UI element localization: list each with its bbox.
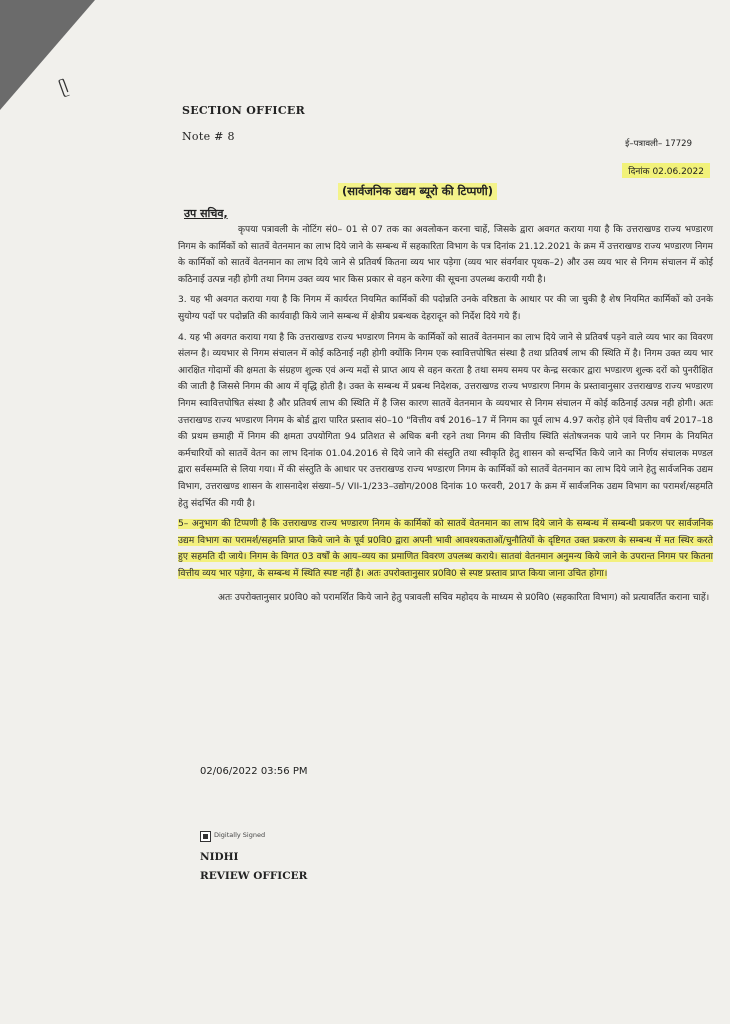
paragraph-5-highlight: 5– अनुभाग की टिप्पणी है कि उत्तराखण्ड राज्य भण्डारण निगम के कार्मिकों को सातवें वेतनमान का लाभ दिये जाने के सम्बन्ध में सम्बन्धी प्रकरण पर सार्वजनिक उद्यम विभाग का परामर्श/सहमति प्राप्त किये जाने के पूर्व प्र0वि0 द्वारा अपनी भावी आवश्यकताओं/चुनौतियों के दृष्टिगत उक्त प्रकरण के सम्बन्ध में मत स्थिर करते हुए सहमति दी जाये। निगम के विगत 03 वर्षों के आय–व्यय का प्रमाणित विवरण उपलब्ध कराये। सातवां वेतनमान अनुमन्य किये जाने के उपरान्त निगम पर कितना वित्तीय व्यय भार पड़ेगा, के सम्बन्ध में स्थिति स्पष्ट नहीं है। अतः उपरोक्तानुसार प्र0वि0 से स्पष्ट प्रस्ताव प्राप्त किया जाना उचित होगा। (178, 519, 713, 579)
signatory-name: NIDHI (200, 851, 239, 863)
note-number: Note # 8 (182, 130, 235, 143)
e-file-number: ई–पत्रावली– 17729 (625, 139, 692, 149)
paragraph-4: 4. यह भी अवगत कराया गया है कि उत्तराखण्ड राज्य भण्डारण निगम के कार्मिकों को सातवें वेतनमान का लाभ दिये जाने से प्रतिवर्ष पड़ने वाले व्यय भार का विवरण संलग्न है। व्ययभार से निगम संचालन में कोई कठिनाई नही होगी क्योंकि निगम एक स्वावित्तपोषित संस्था है तथा प्रतिवर्ष लाभ की स्थिति में है। निगम उक्त व्यय भार आरक्षित गोदामों की क्षमता के संग्रहण शुल्क एवं अन्य मदों से प्राप्त आय से वहन करता है तथा समय समय पर केन्द्र सरकार द्वारा भण्डारण शुल्क दरों को पुनरीक्षित की जाती है जिससे निगम की आय में वृद्धि होती है। उक्त के सम्बन्ध में प्रबन्ध निदेशक, उत्तराखण्ड राज्य भण्डारण निगम के प्रस्तावानुसार उत्तराखण्ड राज्य भण्डारण निगम स्वावित्तपोषित संस्था है और प्रतिवर्ष लाभ की स्थिति में है जिस कारण सातवें वेतनमान के व्ययभार से निगम संचालन में कोई कठिनाई उत्पन्न नही होगी। अतः उत्तराखण्ड राज्य भण्डारण निगम के बोर्ड द्वारा पारित प्रस्ताव सं0–10 "वित्तीय वर्ष 2016–17 में निगम का पूर्व लाभ 4.97 करोड़ होने एवं वित्तीय वर्ष 2017–18 की प्रथम छमाही में निगम की क्षमता उपयोगिता 94 प्रतिशत से अधिक बनी रहने तथा निगम की वित्तीय स्थिति संतोषजनक पाये जाने पर निगम के नियमित कर्मचारियों को सातवें वेतन का लाभ दिनांक 01.04.2016 से दिये जाने की संस्तुति तथा स्वीकृति हेतु शासन को सन्दर्भित किये जाने का निर्णय संचालक मण्डल द्वारा सर्वसम्मति से लिया गया। में की संस्तुति के आधार पर उत्तराखण्ड राज्य भण्डारण निगम के कार्मिकों को सातवें वेतनमान का लाभ दिये जाने हेतु सार्वजनिक उद्यम विभाग, उत्तराखण्ड शासन के शासनादेश संख्या–5/ VII-1/233–उद्योग/2008 दिनांक 10 फरवरी, 2017 के क्रम में सार्वजनिक उद्यम विभाग का परामर्श/सहमति हेतु संदर्भित की गयी है। (178, 332, 713, 509)
signatory-designation: REVIEW OFFICER (200, 870, 308, 882)
paragraph-1: कृपया पत्रावली के नोटिंग सं0– 01 से 07 तक का अवलोकन करना चाहें, जिसके द्वारा अवगत कराया गया है कि उत्तराखण्ड राज्य भण्डारण निगम के कार्मिकों को सातवें वेतनमान का लाभ दिये जाने के सम्बन्ध में सहकारिता विभाग के पत्र दिनांक 21.12.2021 के क्रम में उत्तराखण्ड राज्य भण्डारण निगम के कार्मिकों को सातवें वेतनमान का लाभ दिये जाने से प्रतिवर्ष कितना व्यय भार पड़ेगा (व्यय भार संवर्गवार पृथक–2) और उस व्यय भार से निगम संचालन में कोई कठिनाई उत्पन्न नही होगी तथा निगम उक्त व्यय भार किस प्रकार से वहन करेगा की सूचना उपलब्ध करायी गयी है। (178, 225, 713, 285)
addressee: उप सचिव, (184, 207, 228, 220)
paragraph-3: 3. यह भी अवगत कराया गया है कि निगम में कार्यरत नियमित कार्मिकों की पदोन्नति उनके वरिष्ठता के आधार पर की जा चुकी है शेष नियमित कार्मिकों को उनके सुयोग्य पदों पर पदोन्नति की कार्यवाही किये जाने सम्बन्ध में क्षेत्रीय प्रबन्धक देहरादून को निर्देश दिये गये हैं। (178, 295, 713, 322)
digital-signature-icon (200, 831, 211, 842)
document-title: (सार्वजनिक उद्यम ब्यूरो की टिप्पणी) (338, 183, 497, 200)
pen-mark: ᥫ (56, 77, 71, 98)
note-date: दिनांक 02.06.2022 (622, 163, 710, 178)
note-body (178, 210, 713, 611)
paragraph-5 (178, 516, 713, 582)
signature-timestamp: 02/06/2022 03:56 PM (200, 766, 308, 777)
paragraph-6: अतः उपरोक्तानुसार प्र0वि0 को परामर्शित किये जाने हेतु पत्रावली सचिव महोदय के माध्यम से प्र0वि0 (सहकारिता विभाग) को प्रत्यावर्तित कराना चाहें। (218, 593, 710, 604)
folded-corner (0, 0, 95, 110)
digital-signature-label: Digitally Signed (214, 831, 266, 839)
section-officer-heading: SECTION OFFICER (182, 104, 306, 117)
